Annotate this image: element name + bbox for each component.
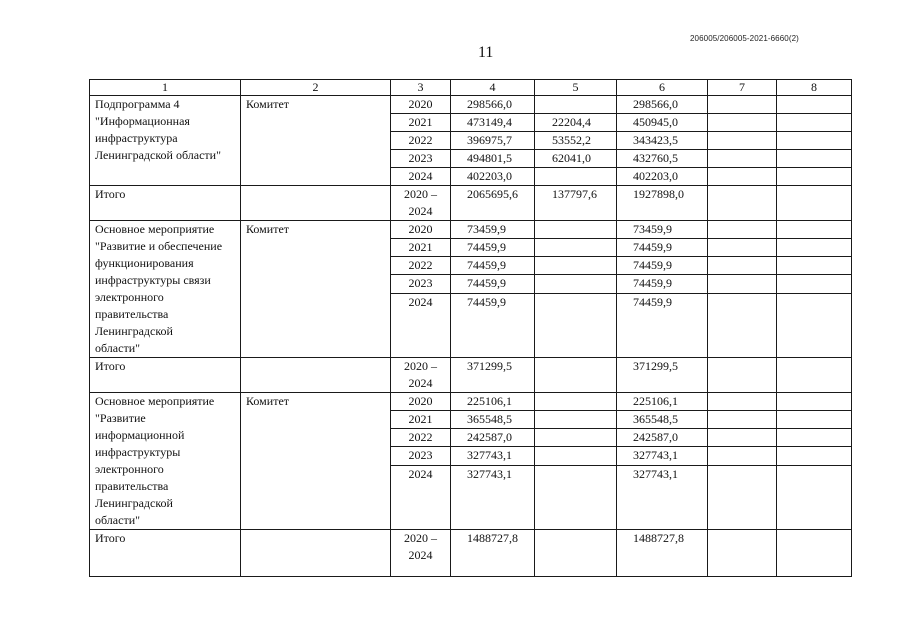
program-name-line: Основное мероприятие: [95, 222, 215, 236]
total-amount-cell: 242587,0: [451, 429, 535, 447]
empty-cell: [241, 530, 391, 577]
total-amount-cell: 327743,1: [451, 465, 535, 530]
empty-cell: [241, 358, 391, 393]
total-amount-cell: 327743,1: [451, 447, 535, 465]
period-cell: [391, 530, 451, 577]
regional-amount-cell: 1488727,8: [617, 530, 708, 577]
program-name-line: электронного: [95, 462, 164, 476]
col7-cell: [708, 275, 777, 293]
column-header: 7: [708, 80, 777, 96]
column-header: 2: [241, 80, 391, 96]
period-cell: [391, 358, 451, 393]
program-name-line: области": [95, 513, 141, 527]
column-header: 8: [777, 80, 852, 96]
col8-cell: [777, 221, 852, 239]
col7-cell: [708, 186, 777, 221]
federal-amount-cell: [535, 447, 617, 465]
total-amount-cell: 396975,7: [451, 132, 535, 150]
period-start: 2020 –: [404, 187, 437, 201]
year-cell: 2021: [391, 239, 451, 257]
col7-cell: [708, 132, 777, 150]
period-end: 2024: [408, 548, 433, 562]
col8-cell: [777, 96, 852, 114]
regional-amount-cell: 432760,5: [617, 150, 708, 168]
page-number: 11: [478, 44, 494, 61]
col7-cell: [708, 429, 777, 447]
total-amount-cell: 402203,0: [451, 168, 535, 186]
federal-amount-cell: [535, 239, 617, 257]
federal-amount-cell: [535, 96, 617, 114]
federal-amount-cell: 22204,4: [535, 114, 617, 132]
col7-cell: [708, 257, 777, 275]
col7-cell: [708, 358, 777, 393]
regional-amount-cell: 327743,1: [617, 447, 708, 465]
table-row: [90, 221, 852, 239]
program-name-cell: [90, 96, 241, 186]
program-name-line: инфраструктура: [95, 131, 178, 145]
col7-cell: [708, 168, 777, 186]
federal-amount-cell: [535, 221, 617, 239]
regional-amount-cell: 74459,9: [617, 293, 708, 358]
program-name-line: правительства: [95, 479, 169, 493]
col8-cell: [777, 168, 852, 186]
col8-cell: [777, 293, 852, 358]
regional-amount-cell: 298566,0: [617, 96, 708, 114]
program-name-line: информационной: [95, 428, 185, 442]
col8-cell: [777, 186, 852, 221]
col8-cell: [777, 132, 852, 150]
year-cell: 2022: [391, 257, 451, 275]
regional-amount-cell: 74459,9: [617, 239, 708, 257]
column-header: 5: [535, 80, 617, 96]
col7-cell: [708, 393, 777, 411]
program-name-cell: [90, 393, 241, 530]
program-name-line: функционирования: [95, 256, 194, 270]
regional-amount-cell: 73459,9: [617, 221, 708, 239]
column-header: 6: [617, 80, 708, 96]
federal-amount-cell: [535, 465, 617, 530]
year-cell: 2020: [391, 393, 451, 411]
federal-amount-cell: 62041,0: [535, 150, 617, 168]
total-amount-cell: 2065695,6: [451, 186, 535, 221]
total-label-cell: Итого: [90, 530, 241, 577]
total-amount-cell: 225106,1: [451, 393, 535, 411]
total-amount-cell: 74459,9: [451, 239, 535, 257]
col8-cell: [777, 150, 852, 168]
col8-cell: [777, 257, 852, 275]
col8-cell: [777, 429, 852, 447]
total-amount-cell: 74459,9: [451, 257, 535, 275]
regional-amount-cell: 225106,1: [617, 393, 708, 411]
year-cell: 2023: [391, 275, 451, 293]
executor-cell: Комитет: [241, 221, 391, 358]
document-id: 206005/206005-2021-6660(2): [690, 34, 799, 43]
federal-amount-cell: [535, 393, 617, 411]
year-cell: 2020: [391, 221, 451, 239]
col8-cell: [777, 114, 852, 132]
federal-amount-cell: [535, 411, 617, 429]
col7-cell: [708, 114, 777, 132]
program-name-line: Подпрограмма 4: [95, 97, 180, 111]
year-cell: 2021: [391, 114, 451, 132]
regional-amount-cell: 371299,5: [617, 358, 708, 393]
budget-table: [89, 79, 852, 577]
program-name-line: Ленинградской области": [95, 148, 221, 162]
table-row: [90, 96, 852, 114]
regional-amount-cell: 1927898,0: [617, 186, 708, 221]
federal-amount-cell: [535, 257, 617, 275]
col8-cell: [777, 275, 852, 293]
col7-cell: [708, 447, 777, 465]
total-row: [90, 186, 852, 221]
program-name-line: Ленинградской: [95, 496, 173, 510]
header-row: [90, 80, 852, 96]
period-start: 2020 –: [404, 531, 437, 545]
year-cell: 2021: [391, 411, 451, 429]
federal-amount-cell: [535, 293, 617, 358]
executor-cell: Комитет: [241, 393, 391, 530]
federal-amount-cell: [535, 530, 617, 577]
program-name-line: "Развитие: [95, 411, 146, 425]
program-name-cell: [90, 221, 241, 358]
regional-amount-cell: 365548,5: [617, 411, 708, 429]
federal-amount-cell: 137797,6: [535, 186, 617, 221]
period-end: 2024: [408, 376, 433, 390]
program-name-line: Ленинградской: [95, 324, 173, 338]
program-name-line: "Развитие и обеспечение: [95, 239, 223, 253]
federal-amount-cell: [535, 168, 617, 186]
col8-cell: [777, 393, 852, 411]
total-amount-cell: 74459,9: [451, 293, 535, 358]
total-row: [90, 358, 852, 393]
program-name-line: правительства: [95, 307, 169, 321]
program-name-line: области": [95, 341, 141, 355]
col7-cell: [708, 221, 777, 239]
total-amount-cell: 365548,5: [451, 411, 535, 429]
program-name-line: "Информационная: [95, 114, 190, 128]
column-header: 3: [391, 80, 451, 96]
total-amount-cell: 494801,5: [451, 150, 535, 168]
total-amount-cell: 73459,9: [451, 221, 535, 239]
period-end: 2024: [408, 204, 433, 218]
year-cell: 2023: [391, 150, 451, 168]
year-cell: 2024: [391, 293, 451, 358]
total-row: [90, 530, 852, 577]
regional-amount-cell: 450945,0: [617, 114, 708, 132]
period-cell: [391, 186, 451, 221]
col8-cell: [777, 411, 852, 429]
program-name-line: инфраструктуры: [95, 445, 181, 459]
total-amount-cell: 74459,9: [451, 275, 535, 293]
regional-amount-cell: 242587,0: [617, 429, 708, 447]
federal-amount-cell: [535, 358, 617, 393]
total-amount-cell: 371299,5: [451, 358, 535, 393]
column-header: 1: [90, 80, 241, 96]
col8-cell: [777, 530, 852, 577]
period-start: 2020 –: [404, 359, 437, 373]
federal-amount-cell: 53552,2: [535, 132, 617, 150]
program-name-line: электронного: [95, 290, 164, 304]
program-name-line: Основное мероприятие: [95, 394, 215, 408]
year-cell: 2023: [391, 447, 451, 465]
col8-cell: [777, 465, 852, 530]
regional-amount-cell: 74459,9: [617, 275, 708, 293]
year-cell: 2024: [391, 465, 451, 530]
col7-cell: [708, 96, 777, 114]
regional-amount-cell: 74459,9: [617, 257, 708, 275]
program-name-line: инфраструктуры связи: [95, 273, 211, 287]
col7-cell: [708, 239, 777, 257]
year-cell: 2022: [391, 429, 451, 447]
table-row: [90, 393, 852, 411]
year-cell: 2024: [391, 168, 451, 186]
col7-cell: [708, 411, 777, 429]
empty-cell: [241, 186, 391, 221]
total-amount-cell: 473149,4: [451, 114, 535, 132]
regional-amount-cell: 343423,5: [617, 132, 708, 150]
col7-cell: [708, 293, 777, 358]
executor-cell: Комитет: [241, 96, 391, 186]
col8-cell: [777, 447, 852, 465]
col8-cell: [777, 358, 852, 393]
col7-cell: [708, 465, 777, 530]
col8-cell: [777, 239, 852, 257]
total-amount-cell: 298566,0: [451, 96, 535, 114]
total-label-cell: Итого: [90, 358, 241, 393]
column-header: 4: [451, 80, 535, 96]
total-amount-cell: 1488727,8: [451, 530, 535, 577]
year-cell: 2022: [391, 132, 451, 150]
federal-amount-cell: [535, 275, 617, 293]
federal-amount-cell: [535, 429, 617, 447]
col7-cell: [708, 150, 777, 168]
col7-cell: [708, 530, 777, 577]
total-label-cell: Итого: [90, 186, 241, 221]
year-cell: 2020: [391, 96, 451, 114]
regional-amount-cell: 327743,1: [617, 465, 708, 530]
regional-amount-cell: 402203,0: [617, 168, 708, 186]
